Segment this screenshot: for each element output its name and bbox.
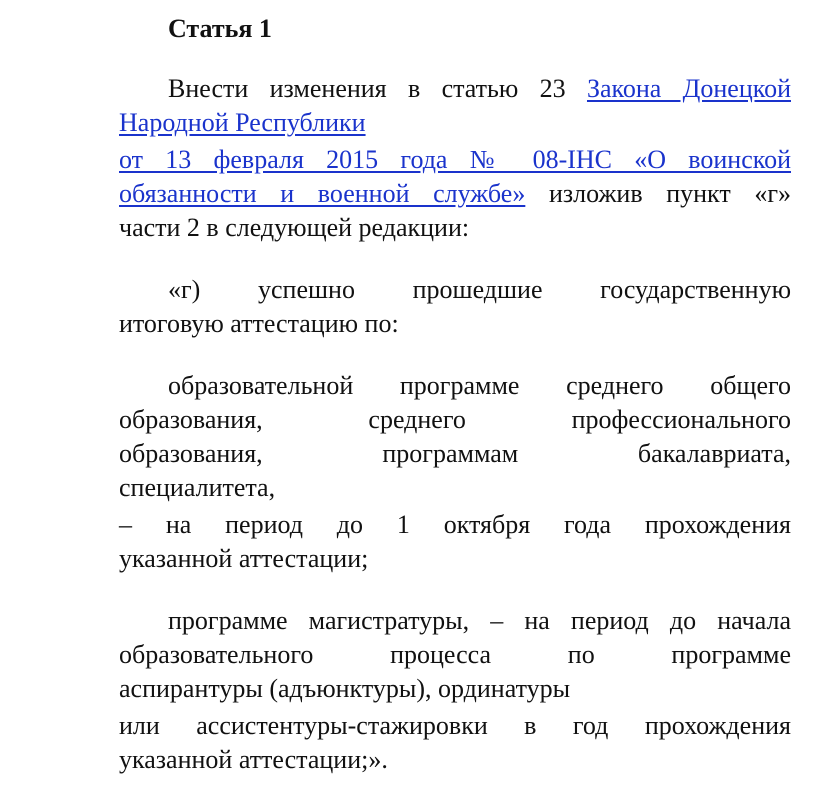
para1-line-3: образования, программам бакалавриата, bbox=[119, 439, 791, 468]
intro-line-3 bbox=[119, 143, 791, 177]
para1-line-4: специалитета, bbox=[119, 473, 276, 502]
para2-line-2: образовательного процесса по программе bbox=[119, 640, 791, 669]
item-g-line-1: «г) успешно прошедшие государственную bbox=[168, 275, 791, 304]
para1-line-6: указанной аттестации; bbox=[119, 544, 369, 573]
para1-line-2: образования, среднего профессионального bbox=[119, 405, 791, 434]
para1-line-1: образовательной программе среднего общего bbox=[168, 371, 791, 400]
law-link-part-3[interactable]: от 13 февраля 2015 года № 08-IНС «О воинской bbox=[119, 145, 791, 174]
law-link-part-1[interactable]: Закона Донецкой bbox=[586, 74, 791, 103]
article-heading: Статья 1 bbox=[168, 14, 272, 43]
item-g-line-2: итоговую аттестацию по: bbox=[119, 309, 399, 338]
para2-line-3: аспирантуры (адъюнктуры), ординатуры bbox=[119, 674, 571, 703]
law-link-part-4[interactable]: обязанности и военной службе» bbox=[119, 179, 526, 208]
intro-line-4 bbox=[119, 177, 791, 211]
para1-line-5: – на период до 1 октября года прохождения bbox=[119, 510, 791, 539]
law-link-part-2[interactable]: Народной Республики bbox=[119, 108, 366, 137]
intro-line-2 bbox=[119, 106, 791, 140]
intro-text: Внести изменения в статью 23 bbox=[168, 74, 587, 103]
para2-line-1: программе магистратуры, – на период до начала bbox=[168, 606, 791, 635]
para2-line-4: или ассистентуры-стажировки в год прохождения bbox=[119, 711, 791, 740]
intro-line-5: части 2 в следующей редакции: bbox=[119, 213, 470, 242]
para2-line-5: указанной аттестации;». bbox=[119, 745, 388, 774]
intro-line-1 bbox=[119, 72, 791, 106]
intro-text-after-link: изложив пункт «г» bbox=[525, 179, 791, 208]
